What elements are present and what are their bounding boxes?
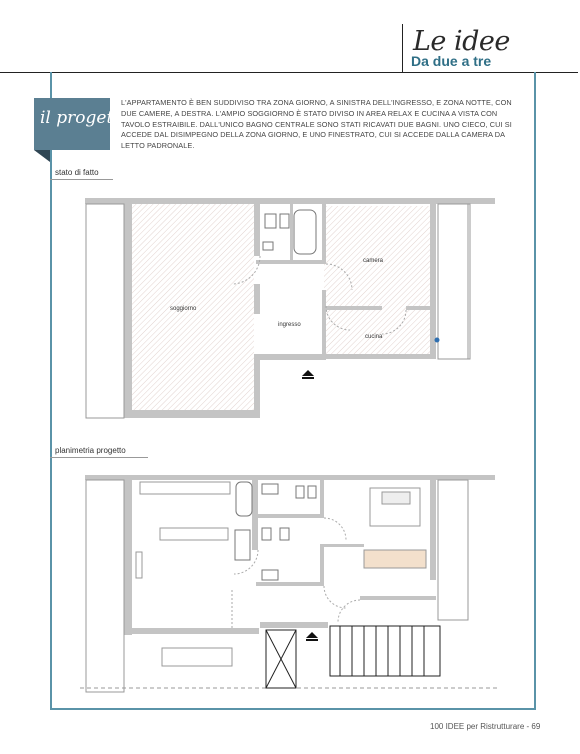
floorplan-before	[80, 192, 500, 432]
caption-after: planimetria progetto	[50, 446, 148, 458]
intro-paragraph: L'APPARTAMENTO È BEN SUDDIVISO TRA ZONA GIORNO, A SINISTRA DELL'INGRESSO, E ZONA NOTTE, CON DUE CAMERE, A DESTRA. L'AMPIO SOGGIORNO È STATO DIVISO IN AREA RELAX E CUCINA A VISTA CON TAVOLO ESTRAIBILE. DALL'UNICO BAGNO CENTRALE SONO STATI RICAVATI DUE BAGNI. UNO CIECO, CUI SI ACCEDE DAL DISIMPEGNO DELLA ZONA GIORNO, E UNO FINESTRATO, CUI SI ACCEDE DALLA CAMERA DA LETTO PADRONALE.	[121, 98, 512, 151]
bathroom-fixtures	[263, 210, 316, 254]
room-label-ingresso: ingresso	[278, 322, 301, 328]
entrance-arrow-icon	[302, 370, 314, 376]
staircase	[330, 626, 440, 676]
room-label-cucina: cucina	[365, 334, 383, 340]
walls	[85, 475, 495, 635]
entrance-mark	[306, 639, 318, 641]
series-title: Le idee	[413, 26, 510, 57]
room-label-soggiorno: soggiorno	[170, 306, 197, 312]
floorplan-project	[80, 470, 500, 695]
section-label: il progetto	[40, 108, 131, 128]
furniture	[136, 482, 426, 666]
room-label-camera: camera	[363, 258, 384, 264]
marker-dot	[435, 338, 440, 343]
ribbon-fold	[34, 150, 50, 162]
door-swings	[232, 518, 360, 630]
series-subtitle: Da due a tre	[411, 53, 492, 69]
caption-before: stato di fatto	[50, 168, 113, 180]
entrance-arrow-icon	[306, 632, 318, 638]
bathroom-fixtures	[235, 482, 316, 580]
page-footer: 100 IDEE per Ristrutturare - 69	[430, 722, 541, 731]
entrance-mark	[302, 377, 314, 379]
elevator-shaft	[266, 630, 296, 688]
